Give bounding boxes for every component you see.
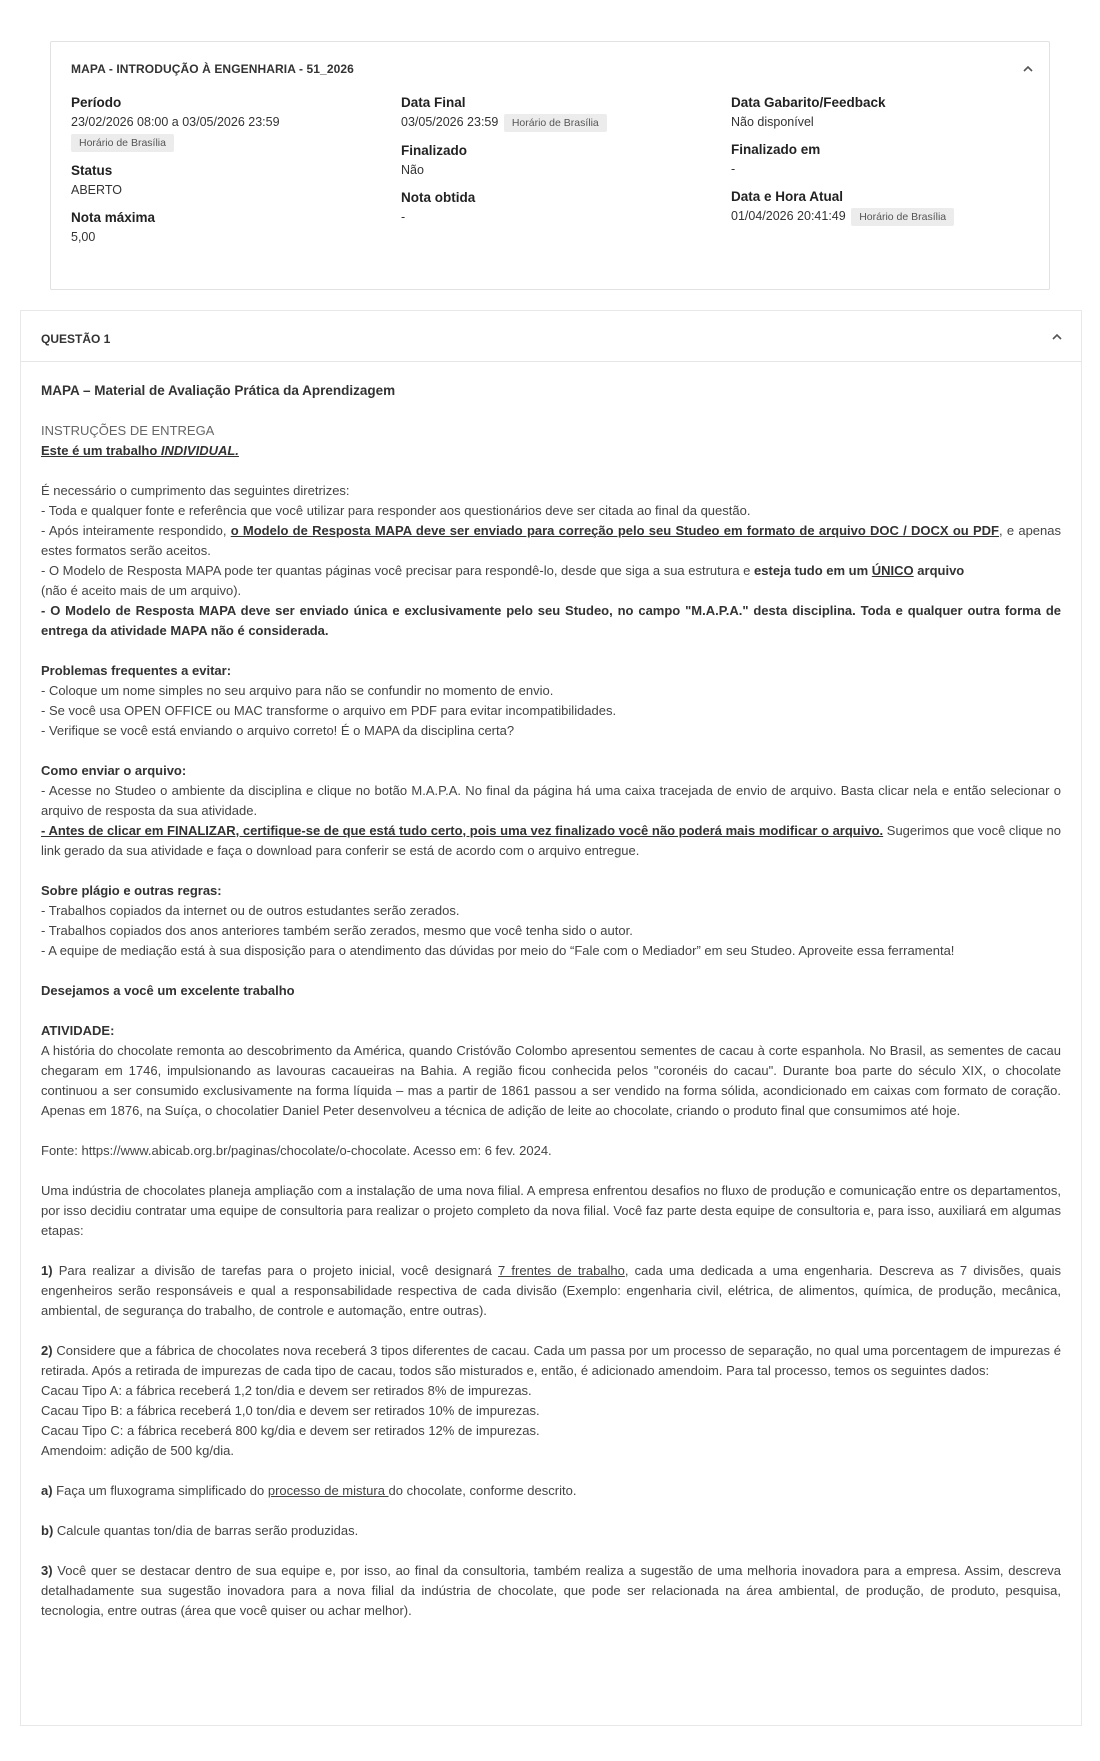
atividade-title: ATIVIDADE: (41, 1023, 115, 1038)
envio-1: - Acesse no Studeo o ambiente da disciplina e clique no botão M.A.P.A. No final da página há uma caixa tracejada de envio de arquivo. Basta clicar nela e então selecionar o arquivo de resposta da sua atividade. (41, 783, 1061, 818)
collapse-question-button[interactable] (1048, 328, 1066, 346)
activity-title: MAPA - INTRODUÇÃO À ENGENHARIA - 51_2026 (71, 62, 354, 76)
question-item-2a: a) Faça um fluxograma simplificado do processo de mistura do chocolate, conforme descrito. (41, 1483, 577, 1498)
question-item-2: 2) Considere que a fábrica de chocolates nova receberá 3 tipos diferentes de cacau. Cada um passa por um processo de separação, no qual uma porcentagem de impurezas é retirada. Após a retirada de impurezas de cada tipo de cacau, todos são misturados e, então, é adicionado amendoim. Para tal processo, temos os seguintes dados: (41, 1343, 1061, 1378)
regra-3: - A equipe de mediação está à sua disposição para o atendimento das dúvidas por meio do “Fale com o Mediador” em seu Studeo. Aproveite essa ferramenta! (41, 943, 955, 958)
activity-info-card (50, 41, 1050, 290)
intro-text: Uma indústria de chocolates planeja ampliação com a instalação de uma nova filial. A empresa enfrentou desafios no fluxo de produção e comunicação entre os departamentos, por isso decidiu contratar uma equipe de consultoria para realizar o projeto completo da nova filial. Você faz parte desta equipe de consultoria e, para isso, auxiliará em algumas etapas: (41, 1183, 1061, 1238)
gabarito-value: Não disponível (731, 115, 814, 129)
diretriz-3: - O Modelo de Resposta MAPA pode ter quantas páginas você precisar para respondê-lo, desde que siga a sua estrutura e esteja tudo em um ÚNICO arquivo (41, 563, 965, 578)
info-column-3 (731, 93, 1031, 226)
problema-1: - Coloque um nome simples no seu arquivo para não se confundir no momento de envio. (41, 683, 554, 698)
problema-3: - Verifique se você está enviando o arquivo correto! É o MAPA da disciplina certa? (41, 723, 515, 738)
question-heading: MAPA – Material de Avaliação Prática da Aprendizagem (41, 383, 396, 398)
desejamos-text: Desejamos a você um excelente trabalho (41, 983, 295, 998)
gabarito-label: Data Gabarito/Feedback (731, 95, 886, 110)
info-column-2 (401, 93, 701, 226)
periodo-value: 23/02/2026 08:00 a 03/05/2026 23:59 (71, 115, 280, 129)
problema-2: - Se você usa OPEN OFFICE ou MAC transforme o arquivo em PDF para evitar incompatibilidades. (41, 703, 617, 718)
timezone-badge: Horário de Brasília (851, 208, 954, 226)
problemas-title: Problemas frequentes a evitar: (41, 663, 232, 678)
timezone-badge: Horário de Brasília (504, 114, 607, 132)
question-item-1: 1) Para realizar a divisão de tarefas para o projeto inicial, você designará 7 frentes de trabalho, cada uma dedicada a uma engenharia. Descreva as 7 divisões, quais engenheiros serão responsáveis e qual a responsabilidade respectiva de cada divisão (Exemplo: engenharia civil, elétrica, de alimentos, química, de produção, mecânica, ambiental, de segurança do trabalho, de controle e automação, entre outras). (41, 1263, 1061, 1318)
nota-maxima-value: 5,00 (71, 230, 96, 244)
nota-obtida-label: Nota obtida (401, 189, 476, 205)
question-item-2b: b) Calcule quantas ton/dia de barras serão produzidas. (41, 1523, 359, 1538)
nota-maxima-label: Nota máxima (71, 210, 156, 225)
finalizado-label: Finalizado (401, 142, 468, 158)
regra-1: - Trabalhos copiados da internet ou de outros estudantes serão zerados. (41, 903, 460, 918)
chevron-up-icon (1022, 63, 1034, 75)
chevron-up-icon (1051, 331, 1063, 343)
individual-note: Este é um trabalho INDIVIDUAL. (41, 443, 239, 458)
cacau-b: Cacau Tipo B: a fábrica receberá 1,0 ton/dia e devem ser retirados 10% de impurezas. (41, 1403, 540, 1418)
plagio-title: Sobre plágio e outras regras: (41, 883, 222, 898)
envio-title: Como enviar o arquivo: (41, 763, 187, 778)
finalizado-em-value: - (731, 162, 736, 176)
data-final-label: Data Final (401, 95, 466, 110)
question-card (20, 310, 1082, 1726)
data-final-value: 03/05/2026 23:59 (401, 115, 499, 129)
atividade-text: A história do chocolate remonta ao descobrimento da América, quando Cristóvão Colombo apresentou sementes de cacau à corte espanhola. No Brasil, as sementes de cacau chegaram em 1746, impulsionando as lavouras cacaueiras na Bahia. A região ficou conhecida pelos "coronéis do cacau". Durante boa parte do século XIX, o chocolate continuou a ser consumido exclusivamente na forma líquida – mas a partir de 1861 passou a ser vendido na forma sólida, acondicionado em caixas com formato de coração. Apenas em 1876, na Suíça, o chocolatier Daniel Peter desenvolveu a técnica de adição de leite ao chocolate, criando o produto final que consumimos até hoje. (41, 1043, 1061, 1118)
nota-obtida-value: - (401, 209, 406, 224)
data-hora-atual-label: Data e Hora Atual (731, 189, 844, 204)
question-title: QUESTÃO 1 (41, 332, 111, 346)
amendoim: Amendoim: adição de 500 kg/dia. (41, 1443, 234, 1458)
fonte-text: Fonte: https://www.abicab.org.br/paginas/chocolate/o-chocolate. Acesso em: 6 fev. 2024. (41, 1143, 552, 1158)
finalizado-em-label: Finalizado em (731, 142, 821, 157)
data-hora-atual-value: 01/04/2026 20:41:49 (731, 209, 846, 223)
diretriz-2: - Após inteiramente respondido, o Modelo de Resposta MAPA deve ser enviado para correção pelo seu Studeo em formato de arquivo DOC / DOCX ou PDF, e apenas estes formatos serão aceitos. (41, 523, 1061, 558)
diretriz-1: - Toda e qualquer fonte e referência que você utilizar para responder aos questionários deve ser citada ao final da questão. (41, 503, 751, 518)
question-header[interactable] (21, 311, 1081, 362)
timezone-badge: Horário de Brasília (71, 134, 174, 152)
status-label: Status (71, 163, 113, 178)
diretrizes-intro: É necessário o cumprimento das seguintes diretrizes: (41, 483, 350, 498)
cacau-c: Cacau Tipo C: a fábrica receberá 800 kg/dia e devem ser retirados 12% de impurezas. (41, 1423, 540, 1438)
instructions-title: INSTRUÇÕES DE ENTREGA (41, 423, 215, 438)
diretriz-3-cont: (não é aceito mais de um arquivo). (41, 583, 242, 598)
status-value: ABERTO (71, 183, 122, 197)
regra-2: - Trabalhos copiados dos anos anteriores também serão zerados, mesmo que você tenha sido o autor. (41, 923, 633, 938)
question-item-3: 3) Você quer se destacar dentro de sua equipe e, por isso, ao final da consultoria, também realiza a sugestão de uma melhoria inovadora para a empresa. Assim, descreva detalhadamente sua sugestão inovadora para a nova filial da indústria de chocolate, que pode ser relacionada na área ambiental, de produção, de produto, pesquisa, tecnologia, entre outras (área que você quiser ou achar melhor). (41, 1563, 1061, 1618)
cacau-a: Cacau Tipo A: a fábrica receberá 1,2 ton/dia e devem ser retirados 8% de impurezas. (41, 1383, 532, 1398)
periodo-label: Período (71, 95, 122, 110)
finalizado-value: Não (401, 162, 424, 177)
diretriz-4: - O Modelo de Resposta MAPA deve ser enviado única e exclusivamente pelo seu Studeo, no campo "M.A.P.A." desta disciplina. Toda e qualquer outra forma de entrega da atividade MAPA não é considerada. (41, 603, 1061, 638)
collapse-card-button[interactable] (1019, 60, 1037, 78)
info-column-1 (71, 93, 371, 246)
envio-2: - Antes de clicar em FINALIZAR, certifique-se de que está tudo certo, pois uma vez finalizado você não poderá mais modificar o arquivo. Sugerimos que você clique no link gerado da sua atividade e faça o download para conferir se está de acordo com o arquivo entregue. (41, 823, 1061, 858)
question-content (41, 381, 1061, 1621)
